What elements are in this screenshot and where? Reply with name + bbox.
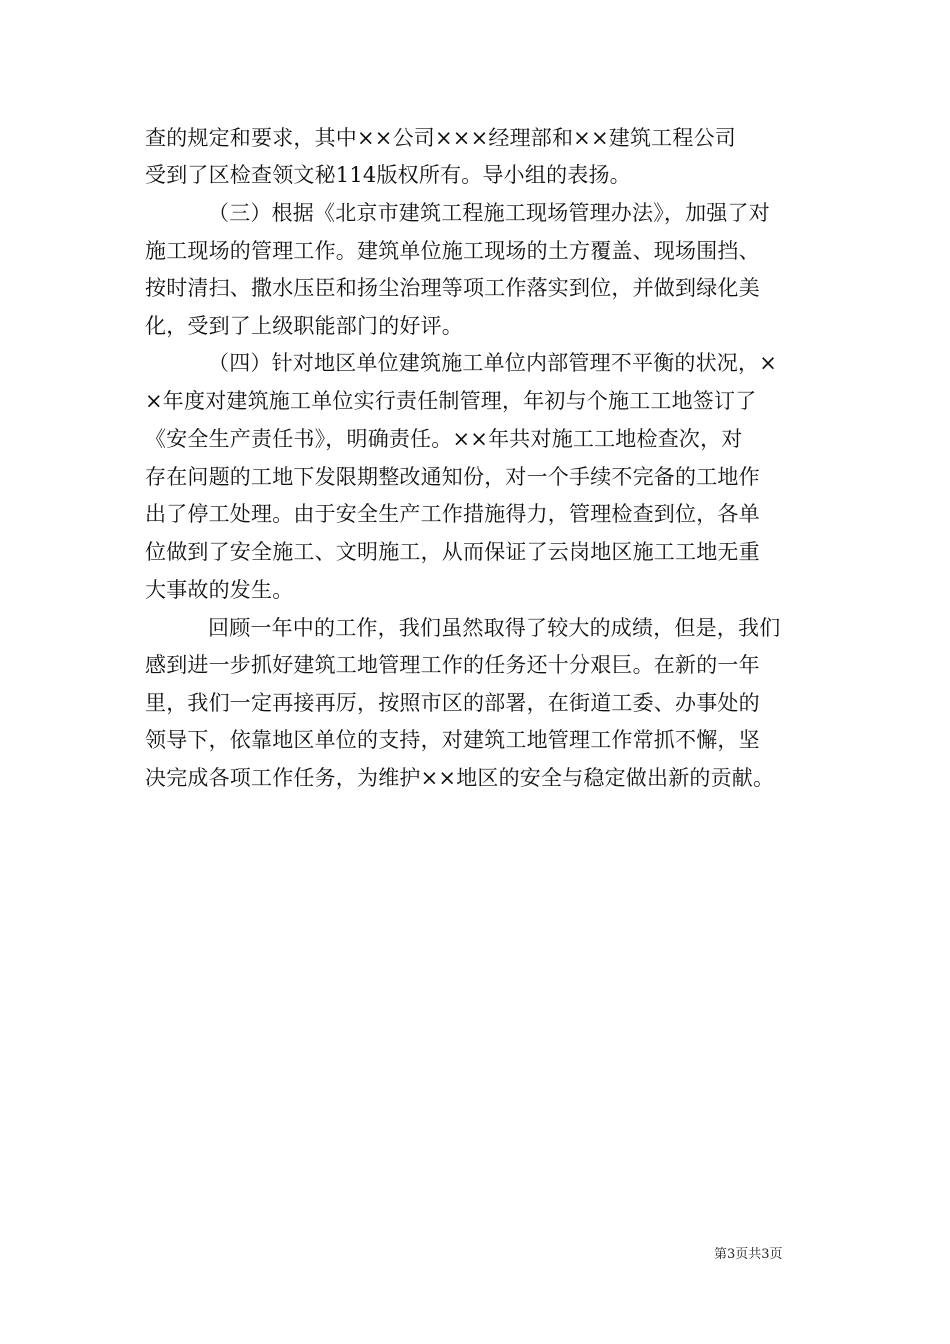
body-text-line: 领导下，依靠地区单位的支持，对建筑工地管理工作常抓不懈，坚 [145,728,760,752]
body-text-line: 决完成各项工作任务，为维护××地区的安全与稳定做出新的贡献。 [145,766,775,790]
body-text-line: 存在问题的工地下发限期整改通知份，对一个手续不完备的工地作 [145,465,760,489]
body-text-line: 《安全生产责任书》，明确责任。××年共对施工工地检查次，对 [145,427,743,451]
paragraph-3-start: （三）根据《北京市建筑工程施工现场管理办法》，加强了对 [208,201,770,225]
body-text-line: 位做到了安全施工、文明施工，从而保证了云岗地区施工工地无重 [145,540,760,564]
body-text-line: ×年度对建筑施工单位实行责任制管理，年初与个施工工地签订了 [145,389,757,413]
body-text-line: 按时清扫、撒水压臣和扬尘治理等项工作落实到位，并做到绿化美 [145,276,760,300]
body-text-line: 里，我们一定再接再厉，按照市区的部署，在街道工委、办事处的 [145,691,760,715]
body-text-line: 受到了区检查领文秘114版权所有。导小组的表扬。 [145,163,631,187]
body-text-line: 查的规定和要求，其中××公司×××经理部和××建筑工程公司 [145,126,736,150]
body-text-line: 感到进一步抓好建筑工地管理工作的任务还十分艰巨。在新的一年 [145,653,760,677]
body-text-line: 施工现场的管理工作。建筑单位施工现场的土方覆盖、现场围挡、 [145,239,760,263]
page-number-footer: 第3页共3页 [714,1247,783,1262]
body-text-line: 大事故的发生。 [145,578,294,602]
paragraph-4-start: （四）针对地区单位建筑施工单位内部管理不平衡的状况，× [208,351,777,375]
body-text-line: 化，受到了上级职能部门的好评。 [145,314,463,338]
body-text-line: 出了停工处理。由于安全生产工作措施得力，管理检查到位，各单 [145,502,760,526]
closing-paragraph-start: 回顾一年中的工作，我们虽然取得了较大的成绩，但是，我们 [208,616,781,640]
